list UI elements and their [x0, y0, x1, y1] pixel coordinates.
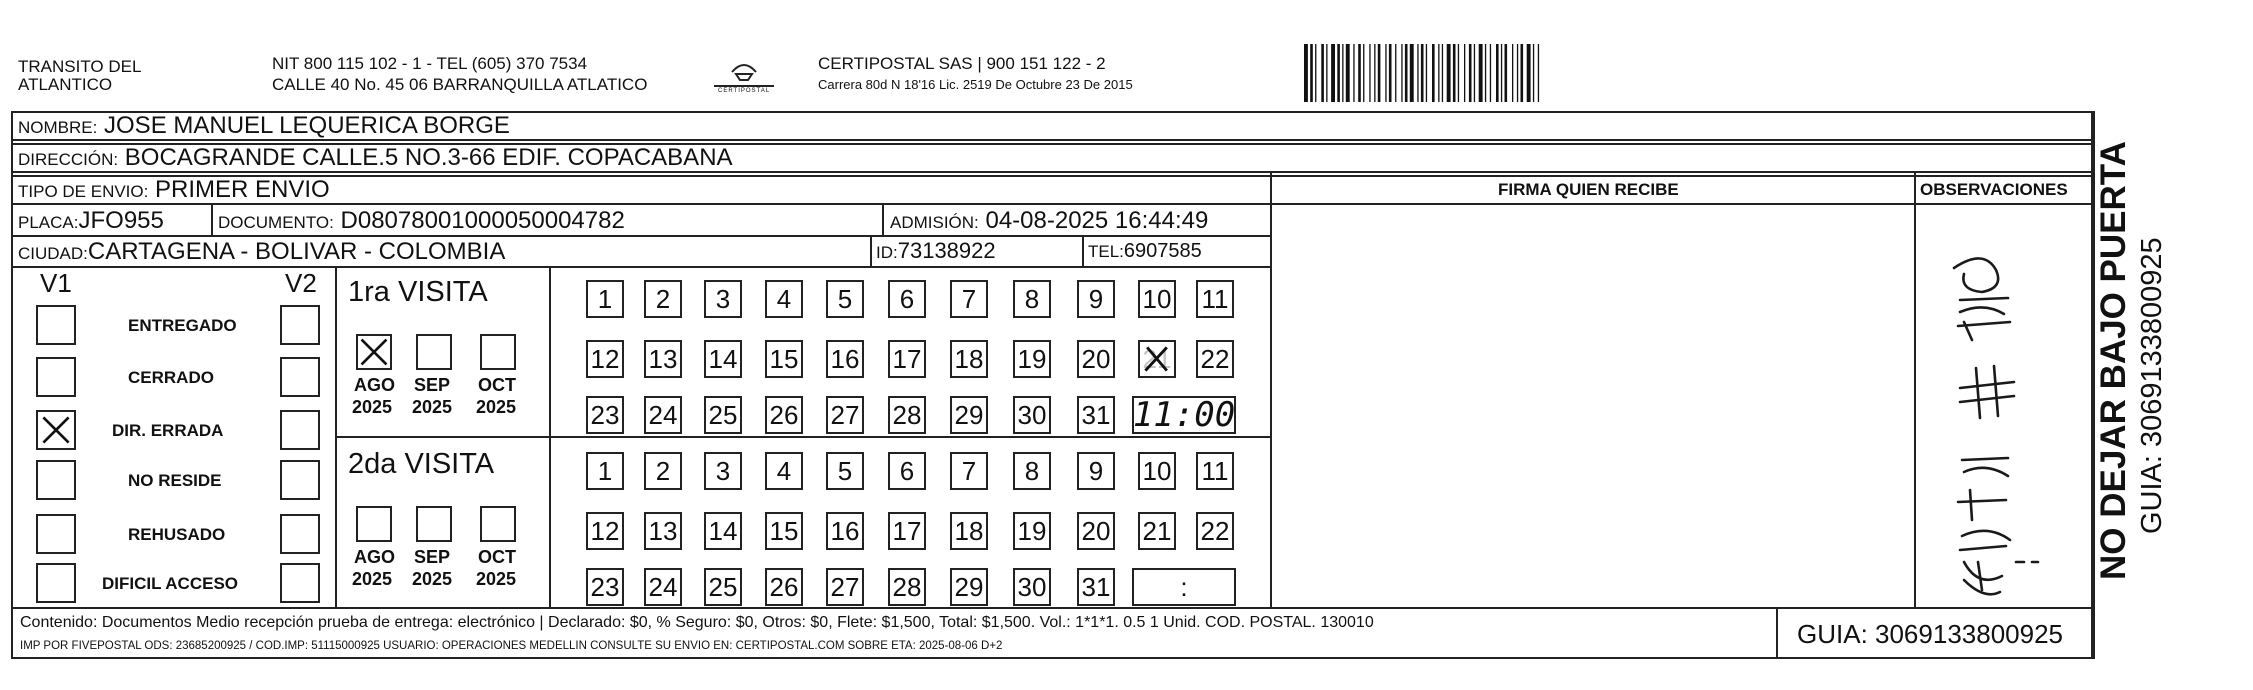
barcode-bar	[1326, 44, 1327, 102]
visit-day-number: 24	[648, 571, 678, 602]
status-v2-checkbox[interactable]	[280, 514, 320, 554]
visit-day-number: 3	[715, 283, 731, 314]
visit-day-number: 29	[954, 399, 984, 430]
visit-month-label: SEP	[414, 375, 451, 395]
visit-day-number: 31	[1081, 399, 1111, 430]
barcode-bar	[1496, 44, 1499, 102]
barcode-bar	[1464, 44, 1465, 102]
handwritten-note	[1924, 240, 2054, 602]
visit-day-number: 10	[1142, 283, 1172, 314]
visit-day-box[interactable]	[1013, 512, 1051, 550]
visit-day-number: 28	[892, 571, 922, 602]
visit-day-box[interactable]	[765, 568, 803, 606]
barcode-bar	[1490, 44, 1491, 102]
status-v1-checkbox[interactable]	[36, 563, 76, 603]
city-label: CIUDAD:	[18, 244, 88, 263]
footer-content-line: Contenido: Documentos Medio recepción prueba de entrega: electrónico | Declarado: $0, % Seguro: $0, Otros: $0, Flete: $1,500, Total: $1,500. Vol.: 1*1*1. 0.5 1 Unid. COD. POSTAL. 130010	[20, 614, 1374, 631]
status-v2-checkbox[interactable]	[280, 410, 320, 450]
visit-day-number: 16	[830, 515, 860, 546]
courier-line-2: Carrera 80d N 18'16 Lic. 2519 De Octubre 23 De 2015	[818, 77, 1133, 92]
visit-day-number: 1	[597, 283, 613, 314]
status-v2-checkbox[interactable]	[280, 357, 320, 397]
visit-day-number: 4	[776, 455, 792, 486]
recipient-address: BOCAGRANDE CALLE.5 NO.3-66 EDIF. COPACABANA	[124, 144, 733, 171]
visit-day-box[interactable]	[1077, 512, 1115, 550]
visit-day-box[interactable]	[888, 452, 926, 490]
barcode-bar	[1304, 44, 1308, 102]
send-type-row	[18, 178, 330, 202]
id-value: 73138922	[897, 238, 996, 263]
visit-month-checkbox[interactable]	[356, 506, 392, 542]
visit-day-box[interactable]	[1013, 280, 1051, 318]
visit-day-number: 12	[590, 515, 620, 546]
signature-header: FIRMA QUIEN RECIBE	[1498, 180, 1679, 199]
visit-day-number: 12	[590, 343, 620, 374]
visit-day-box[interactable]	[826, 568, 864, 606]
visit-day-box[interactable]	[644, 280, 682, 318]
status-v1-checkbox[interactable]	[36, 514, 76, 554]
visit-day-box[interactable]	[888, 280, 926, 318]
visit-day-number: 27	[830, 399, 860, 430]
visit-month-year: 2025	[476, 397, 517, 417]
visit-day-box[interactable]	[1196, 340, 1234, 378]
status-label: ENTREGADO	[128, 316, 237, 335]
status-v1-checkbox[interactable]	[36, 305, 76, 345]
visit-title: 2da VISITA	[348, 448, 495, 480]
visit-day-box[interactable]	[586, 396, 624, 434]
visit-month-label: OCT	[478, 375, 516, 395]
visit-day-box[interactable]	[704, 396, 742, 434]
visit-day-number: 30	[1017, 399, 1047, 430]
visit-day-number: 19	[1017, 515, 1047, 546]
visit-day-number: 2	[655, 455, 671, 486]
address-row	[18, 146, 733, 170]
visit-day-box[interactable]	[1077, 340, 1115, 378]
tel-row	[1088, 241, 1202, 261]
barcode-bar	[1405, 44, 1408, 102]
visit-day-box[interactable]	[1077, 396, 1115, 434]
footer-guide: GUIA: 3069133800925	[1797, 619, 2063, 649]
visit-day-number: 7	[961, 455, 977, 486]
barcode-bar	[1385, 44, 1386, 102]
address-label: DIRECCIÓN:	[18, 150, 119, 169]
visit-time-value: :	[1180, 571, 1188, 602]
visit-day-number: 2	[655, 283, 671, 314]
visit-day-box[interactable]	[765, 512, 803, 550]
visit-month-label: OCT	[478, 547, 516, 567]
tel-label: TEL:	[1088, 242, 1124, 261]
visit-day-box[interactable]	[888, 340, 926, 378]
visit-month-checkbox[interactable]	[480, 334, 516, 370]
name-row	[18, 114, 510, 138]
barcode-bar	[1438, 44, 1439, 102]
visit-time-value: 11:00	[1132, 395, 1236, 435]
city-row	[18, 240, 505, 264]
visit-day-number: 13	[648, 343, 678, 374]
visit-day-number: 15	[769, 515, 799, 546]
visit-day-number: 17	[892, 515, 922, 546]
barcode-bar	[1353, 44, 1354, 102]
visit-day-number: 18	[954, 343, 984, 374]
visit-day-box[interactable]	[950, 452, 988, 490]
visit-day-box[interactable]	[644, 512, 682, 550]
visit-month-year: 2025	[412, 569, 453, 589]
visit-day-box[interactable]	[1138, 452, 1176, 490]
barcode-bar	[1426, 44, 1427, 102]
barcode-bar	[1310, 44, 1313, 102]
visit-day-number: 10	[1142, 455, 1172, 486]
barcode-bar	[1331, 44, 1335, 102]
status-v1-checkbox[interactable]	[36, 460, 76, 500]
barcode-bar	[1458, 44, 1459, 102]
visit-month-year: 2025	[476, 569, 517, 589]
logo-text: CERTIPOSTAL	[718, 88, 771, 94]
visit-day-number: 21	[1142, 343, 1172, 374]
barcode-bar	[1538, 44, 1539, 102]
visit-day-box[interactable]	[1138, 512, 1176, 550]
status-v2-checkbox[interactable]	[280, 305, 320, 345]
visit-title: 1ra VISITA	[348, 276, 488, 308]
visit-day-box[interactable]	[1138, 340, 1176, 378]
visit-day-number: 22	[1200, 343, 1230, 374]
nit-line-2: CALLE 40 No. 45 06 BARRANQUILLA ATLATICO	[272, 75, 648, 94]
visit-day-box[interactable]	[704, 452, 742, 490]
visit-day-box[interactable]	[765, 396, 803, 434]
name-label: NOMBRE:	[18, 118, 98, 137]
sender-line-2: ATLANTICO	[18, 75, 113, 94]
document-label: DOCUMENTO:	[218, 213, 334, 232]
visit-day-box[interactable]	[1013, 452, 1051, 490]
visit-day-box[interactable]	[586, 452, 624, 490]
visit-month-year: 2025	[352, 397, 393, 417]
visit-day-box[interactable]	[644, 340, 682, 378]
barcode-bar	[1389, 44, 1392, 102]
visit-day-box[interactable]	[586, 340, 624, 378]
barcode-bar	[1337, 44, 1340, 102]
plate-value: JFO955	[78, 207, 164, 234]
visit-day-number: 29	[954, 571, 984, 602]
barcode-bar	[1485, 44, 1486, 102]
visit-day-box[interactable]	[826, 512, 864, 550]
visit-day-box[interactable]	[644, 568, 682, 606]
visit-day-number: 24	[648, 399, 678, 430]
document-row	[218, 209, 625, 233]
visit-day-box[interactable]	[586, 568, 624, 606]
visit-month-checkbox[interactable]	[356, 334, 392, 370]
barcode-bar	[1346, 44, 1350, 102]
status-v1-checkbox[interactable]	[36, 357, 76, 397]
visit-day-box[interactable]	[1077, 568, 1115, 606]
visit-day-number: 15	[769, 343, 799, 374]
barcode-bar	[1453, 44, 1456, 102]
visit-day-box[interactable]	[826, 340, 864, 378]
id-row	[876, 240, 996, 262]
visit-day-number: 9	[1088, 455, 1104, 486]
document-value: D08078001000050004782	[340, 207, 625, 234]
visit-day-number: 9	[1088, 283, 1104, 314]
barcode-bar	[1517, 44, 1518, 102]
barcode-bar	[1474, 44, 1475, 102]
visit-day-number: 27	[830, 571, 860, 602]
status-label: DIFICIL ACCESO	[102, 574, 239, 593]
visit-day-box[interactable]	[826, 452, 864, 490]
recipient-name: JOSE MANUEL LEQUERICA BORGE	[104, 112, 510, 139]
visit-day-box[interactable]	[704, 280, 742, 318]
tel-value: 6907585	[1123, 240, 1202, 262]
barcode-bar	[1469, 44, 1472, 102]
barcode-bar	[1410, 44, 1414, 102]
visit-month-year: 2025	[412, 397, 453, 417]
barcode-bar	[1533, 44, 1534, 102]
v1-header: V1	[40, 268, 72, 298]
visit-day-number: 14	[708, 515, 738, 546]
visit-day-box[interactable]	[1196, 512, 1234, 550]
send-type-value: PRIMER ENVIO	[155, 176, 330, 203]
visit-day-box[interactable]	[888, 396, 926, 434]
observations-header: OBSERVACIONES	[1920, 180, 2068, 199]
visit-day-number: 6	[899, 455, 915, 486]
barcode	[1302, 44, 1614, 102]
visit-day-box[interactable]	[1196, 452, 1234, 490]
visit-day-number: 18	[954, 515, 984, 546]
barcode-bar	[1421, 44, 1424, 102]
plate-row	[18, 209, 164, 233]
visit-month-checkbox[interactable]	[416, 334, 452, 370]
visit-day-number: 20	[1081, 515, 1111, 546]
barcode-bar	[1447, 44, 1451, 102]
barcode-bar	[1321, 44, 1324, 102]
sender-line-1: TRANSITO DEL	[18, 57, 142, 76]
visit-day-box[interactable]	[888, 512, 926, 550]
visit-day-box[interactable]	[765, 340, 803, 378]
visit-day-box[interactable]	[765, 452, 803, 490]
visit-day-number: 3	[715, 455, 731, 486]
barcode-bar	[1505, 44, 1508, 102]
visit-day-number: 8	[1024, 455, 1040, 486]
visit-day-number: 16	[830, 343, 860, 374]
visit-day-number: 5	[837, 455, 853, 486]
visit-day-number: 11	[1201, 283, 1229, 314]
visit-time-box[interactable]	[1132, 396, 1236, 434]
visit-day-number: 19	[1017, 343, 1047, 374]
footer-imp-line: IMP POR FIVEPOSTAL ODS: 23685200925 / COD.IMP: 51115000925 USUARIO: OPERACIONES MEDELLIN CONSULTE SU ENVIO EN: CERTIPOSTAL.COM SOBRE ETA: 2025-08-06 D+2	[20, 640, 1003, 652]
visit-day-number: 5	[837, 283, 853, 314]
visit-day-number: 11	[1201, 455, 1229, 486]
barcode-bar	[1401, 44, 1402, 102]
visit-day-box[interactable]	[1196, 280, 1234, 318]
status-label: CERRADO	[128, 368, 214, 387]
visit-day-number: 26	[769, 571, 799, 602]
status-v1-checkbox[interactable]	[36, 410, 76, 450]
visit-day-number: 8	[1024, 283, 1040, 314]
barcode-bar	[1432, 44, 1435, 102]
visit-day-number: 14	[708, 343, 738, 374]
visit-day-box[interactable]	[1013, 396, 1051, 434]
visit-day-number: 23	[590, 399, 620, 430]
visit-day-box[interactable]	[1013, 340, 1051, 378]
visit-day-box[interactable]	[950, 568, 988, 606]
visit-day-box[interactable]	[644, 396, 682, 434]
visit-day-box[interactable]	[644, 452, 682, 490]
status-label: REHUSADO	[128, 525, 226, 544]
visit-day-number: 25	[708, 571, 738, 602]
admission-value: 04-08-2025 16:44:49	[985, 207, 1209, 234]
visit-day-box[interactable]	[704, 512, 742, 550]
visit-day-number: 31	[1081, 571, 1111, 602]
visit-day-number: 28	[892, 399, 922, 430]
barcode-bar	[1374, 44, 1375, 102]
barcode-bar	[1527, 44, 1531, 102]
barcode-bar	[1342, 44, 1343, 102]
visit-day-number: 6	[899, 283, 915, 314]
visit-month-label: AGO	[354, 375, 396, 395]
send-type-label: TIPO DE ENVIO:	[18, 182, 149, 201]
visit-day-box[interactable]	[888, 568, 926, 606]
barcode-bar	[1479, 44, 1483, 102]
barcode-bar	[1369, 44, 1370, 102]
visit-day-number: 20	[1081, 343, 1111, 374]
visit-month-checkbox[interactable]	[480, 506, 516, 542]
visit-day-box[interactable]	[950, 280, 988, 318]
visit-day-box[interactable]	[950, 340, 988, 378]
barcode-bar	[1442, 44, 1443, 102]
plate-label: PLACA:	[18, 213, 79, 232]
visit-day-number: 17	[892, 343, 922, 374]
barcode-bar	[1315, 44, 1316, 102]
visit-month-checkbox[interactable]	[416, 506, 452, 542]
visit-day-box[interactable]	[704, 568, 742, 606]
visit-day-number: 23	[590, 571, 620, 602]
id-label: ID:	[876, 243, 898, 262]
visit-day-box[interactable]	[704, 340, 742, 378]
v2-header: V2	[285, 268, 317, 298]
visit-day-number: 25	[708, 399, 738, 430]
visit-day-box[interactable]	[826, 396, 864, 434]
admission-row	[890, 209, 1208, 233]
barcode-bar	[1512, 44, 1513, 102]
visit-day-number: 1	[597, 455, 613, 486]
barcode-bar	[1378, 44, 1381, 102]
side-warning: NO DEJAR BAJO PUERTA	[2094, 141, 2133, 580]
visit-month-year: 2025	[352, 569, 393, 589]
visit-day-box[interactable]	[1077, 280, 1115, 318]
visit-day-box[interactable]	[950, 512, 988, 550]
visit-day-number: 30	[1017, 571, 1047, 602]
visit-day-number: 13	[648, 515, 678, 546]
certipostal-logo-icon	[708, 56, 780, 96]
visit-day-number: 7	[961, 283, 977, 314]
visit-day-box[interactable]	[586, 280, 624, 318]
visit-day-box[interactable]	[586, 512, 624, 550]
barcode-bar	[1363, 44, 1364, 102]
visit-day-number: 4	[776, 283, 792, 314]
visit-month-label: AGO	[354, 547, 396, 567]
status-v2-checkbox[interactable]	[280, 460, 320, 500]
city-value: CARTAGENA - BOLIVAR - COLOMBIA	[87, 238, 506, 265]
visit-month-label: SEP	[414, 547, 451, 567]
nit-line-1: NIT 800 115 102 - 1 - TEL (605) 370 7534	[272, 54, 588, 73]
barcode-bar	[1417, 44, 1418, 102]
side-guide: GUIA: 3069133800925	[2136, 237, 2168, 534]
visit-day-number: 26	[769, 399, 799, 430]
visit-day-box[interactable]	[1138, 280, 1176, 318]
visit-day-box[interactable]	[765, 280, 803, 318]
visit-day-box[interactable]	[826, 280, 864, 318]
visit-day-box[interactable]	[1013, 568, 1051, 606]
barcode-bar	[1521, 44, 1524, 102]
barcode-bar	[1358, 44, 1361, 102]
admission-label: ADMISIÓN:	[890, 213, 979, 232]
status-label: NO RESIDE	[128, 471, 222, 490]
status-v2-checkbox[interactable]	[280, 563, 320, 603]
barcode-bar	[1395, 44, 1396, 102]
visit-day-box[interactable]	[1077, 452, 1115, 490]
visit-day-box[interactable]	[950, 396, 988, 434]
barcode-bar	[1501, 44, 1502, 102]
visit-day-number: 22	[1200, 515, 1230, 546]
visit-time-box[interactable]	[1132, 568, 1236, 606]
courier-line-1: CERTIPOSTAL SAS | 900 151 122 - 2	[818, 54, 1106, 73]
status-label: DIR. ERRADA	[112, 421, 224, 440]
visit-day-number: 21	[1142, 515, 1172, 546]
